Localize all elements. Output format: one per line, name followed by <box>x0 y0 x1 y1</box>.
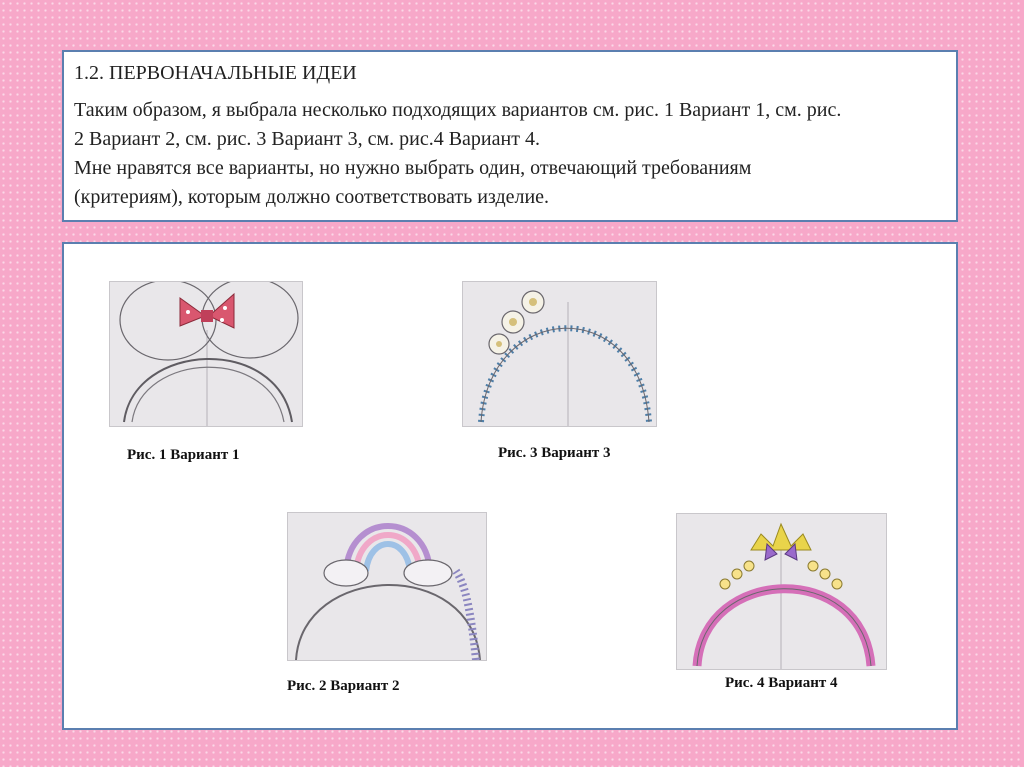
figure-3-photo <box>462 281 657 427</box>
body-text <box>74 96 946 212</box>
section-title: 1.2. ПЕРВОНАЧАЛЬНЫЕ ИДЕИ <box>74 62 357 84</box>
body-line: Таким образом, я выбрала несколько подходящих вариантов см. рис. 1 Вариант 1, см. рис. <box>74 99 842 121</box>
figure-4-photo <box>676 513 887 670</box>
body-line: Мне нравятся все варианты, но нужно выбрать один, отвечающий требованиям <box>74 157 752 179</box>
headband-flowers-drawing <box>463 282 656 426</box>
figure-2-caption: Рис. 2 Вариант 2 <box>287 678 400 694</box>
figure-1-photo <box>109 281 303 427</box>
figure-3-caption: Рис. 3 Вариант 3 <box>498 445 611 461</box>
headband-rainbow-drawing <box>288 513 486 660</box>
figure-1-caption: Рис. 1 Вариант 1 <box>127 447 240 463</box>
text-panel <box>62 50 958 222</box>
body-line: (критериям), которым должно соответствовать изделие. <box>74 186 550 208</box>
headband-crown-drawing <box>677 514 886 669</box>
figure-4-caption: Рис. 4 Вариант 4 <box>725 675 838 691</box>
figures-panel <box>62 242 958 730</box>
body-line: 2 Вариант 2, см. рис. 3 Вариант 3, см. рис.4 Вариант 4. <box>74 128 540 150</box>
figure-2-photo <box>287 512 487 661</box>
headband-ears-bow-drawing <box>110 282 302 426</box>
